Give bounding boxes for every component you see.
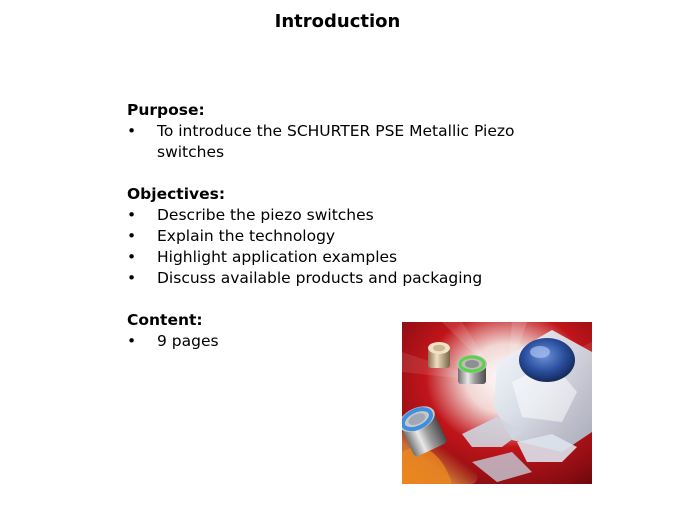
list-item bbox=[127, 205, 547, 226]
purpose-list bbox=[127, 121, 547, 163]
content-heading: Content: bbox=[127, 311, 203, 329]
list-item bbox=[127, 226, 547, 247]
bullet: • bbox=[127, 248, 137, 266]
list-item-text: Highlight application examples bbox=[157, 248, 398, 266]
list-item-text: Describe the piezo switches bbox=[157, 206, 374, 224]
list-item bbox=[127, 268, 547, 289]
list-item-text: Explain the technology bbox=[157, 227, 336, 245]
bullet: • bbox=[127, 206, 137, 224]
objectives-list bbox=[127, 205, 547, 289]
slide-title: Introduction bbox=[274, 11, 401, 32]
bullet: • bbox=[127, 269, 137, 287]
bullet: • bbox=[127, 227, 137, 245]
bullet: • bbox=[127, 332, 137, 350]
list-item-text: 9 pages bbox=[157, 332, 219, 350]
list-item-text: Discuss available products and packaging bbox=[157, 269, 483, 287]
objectives-heading: Objectives: bbox=[127, 185, 226, 203]
list-item-text: To introduce the SCHURTER PSE Metallic Piezo switches bbox=[157, 122, 515, 161]
list-item bbox=[127, 121, 543, 163]
product-image bbox=[402, 322, 592, 484]
objectives-section bbox=[127, 184, 547, 289]
purpose-heading: Purpose: bbox=[127, 101, 205, 119]
list-item bbox=[127, 247, 547, 268]
bullet: • bbox=[127, 122, 137, 140]
purpose-section bbox=[127, 100, 547, 163]
